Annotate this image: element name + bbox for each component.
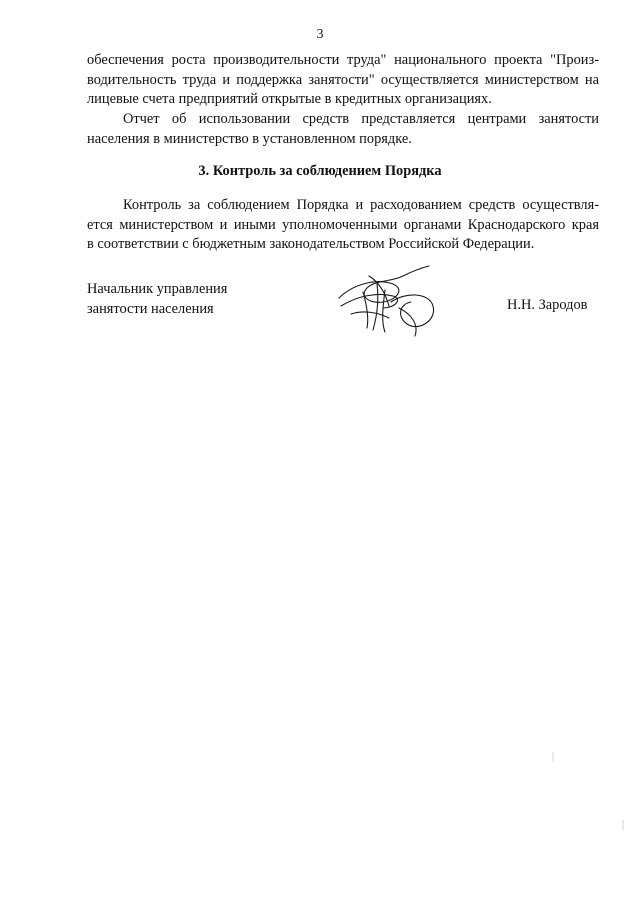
control-line-1: Контроль за соблюдением Порядка и расходованием средств осуществля- (123, 197, 599, 213)
section-heading: 3. Контроль за соблюдением Порядка (198, 163, 442, 179)
report-line-2: населения в министерство в установленном порядке. (87, 130, 412, 147)
signatory-name: Н.Н. Зародов (507, 297, 588, 313)
scan-artifact (552, 752, 554, 762)
handwritten-signature (333, 262, 443, 342)
report-line-1: Отчет об использовании средств представляется центрами занятости (123, 111, 599, 127)
control-line-2: ется министерством и иными уполномоченными органами Краснодарского края (87, 216, 599, 233)
signatory-title-line-1: Начальник управления (87, 281, 228, 297)
intro-line-2: водительность труда и поддержка занятости" осуществляется министерством на (87, 71, 599, 88)
control-paragraph (87, 196, 599, 255)
intro-line-1: обеспечения роста производительности труда" национального проекта "Произ- (87, 52, 599, 68)
intro-line-3: лицевые счета предприятий открытые в кредитных организациях. (87, 91, 492, 107)
scan-artifact (622, 820, 624, 830)
intro-paragraph (87, 51, 599, 110)
signatory-title-line-2: занятости населения (87, 300, 214, 317)
report-paragraph (87, 110, 599, 149)
control-line-3: в соответствии с бюджетным законодательством Российской Федерации. (87, 236, 535, 252)
signatory-title (87, 280, 227, 319)
page-number: 3 (316, 27, 324, 42)
